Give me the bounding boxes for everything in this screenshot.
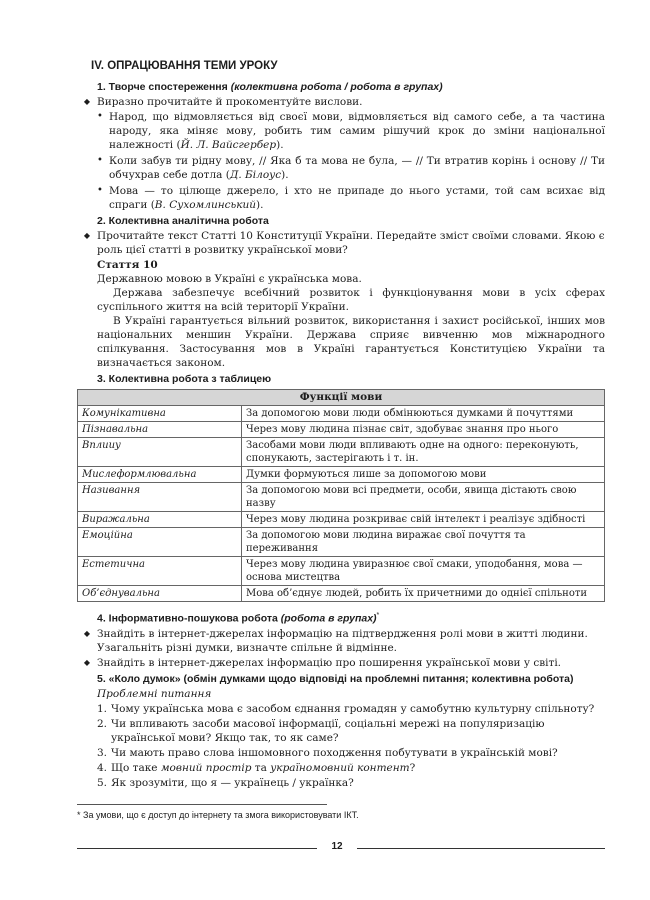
table-row [78,483,605,512]
problem-questions-label: Проблемні питання [97,687,212,700]
table-row [78,557,605,586]
s5-note: (обмін думками щодо відповіді на проблемні питання; колективна робота) [183,672,574,685]
table-header-row [78,390,605,406]
function-name: Називання [78,483,242,512]
s1-note: (колективна робота / робота в групах) [230,81,443,93]
functions-table [77,389,605,602]
s4-task [77,627,605,655]
function-name: Вплииу [78,438,242,467]
s1-task-text: Виразно прочитайте й прокоментуйте вислови. [97,96,363,108]
question-item: 4. Що таке мовний простір та україномовний контент? [97,761,416,774]
diamond-icon: ◆ [83,628,91,638]
function-name: Виражальна [78,512,242,528]
s3-title: 3. Колективна робота з таблицею [97,373,272,385]
table-row [78,467,605,483]
function-desc: За допомогою мови люди обмінюються думками й почуттями [242,406,605,422]
table-row [78,512,605,528]
footnote-divider [77,804,327,805]
function-name: Естетична [78,557,242,586]
article-paragraph: В Україні гарантується вільний розвиток, використання і захист російської, інших мов національних меншин України. Держава сприяє вивченню мов міжнародного спілкування. Застосування мов в Україні гарантується Конституцією України та визначається законом. [97,315,605,369]
s4-task-text: Знайдіть в інтернет-джерелах інформацію про поширення української мови у світі. [97,656,562,669]
diamond-icon: ◆ [83,97,91,106]
question-item: 1. Чому українська мова є засобом єднання громадян у самобутню культурну спільноту? [97,702,595,715]
question-item: 2. Чи впливають засоби масової інформації, соціальні мережі на популяризацію української мови? Якщо так, то як саме? [97,717,545,744]
function-name: Комунікативна [78,406,242,422]
page-rule-right [357,848,605,849]
s5-heading [97,673,605,685]
bullet-icon: • [97,185,103,196]
table-row [78,406,605,422]
function-name: Об’єднувальна [78,586,242,602]
function-name: Емоційна [78,528,242,557]
s5-title: 5. «Коло думок» [97,672,181,685]
s4-task-text: Знайдіть в інтернет-джерелах інформацію на підтвердження ролі мови в житті людини. Узагальніть різні думки, визначте спільне й відмінне. [97,627,588,654]
function-desc: Мова об’єднує людей, робить їх причетними до однієї спільноти [242,586,605,602]
s4-note: (робота в групах) [280,612,377,625]
table-row [78,586,605,602]
diamond-icon: ◆ [83,231,91,240]
quote-item [97,110,605,152]
s1-task [77,95,605,109]
function-desc: Через мову людина пізнає світ, здобуває знання про нього [242,422,605,438]
s2-task-text: Прочитайте текст Статті 10 Конституції України. Передайте зміст своїми словами. Якою є роль цієї статті в розвитку української мови? [97,230,605,256]
function-name: Пізнавальна [78,422,242,438]
footnote: * За умови, що є доступ до інтернету та змога використовувати ІКТ. [77,810,359,820]
bullet-icon: • [97,111,103,122]
article-paragraph: Державною мовою в Україні є українська мова. [97,273,362,285]
table-header: Функції мови [78,390,605,406]
s2-task [77,229,605,257]
s4-task [77,656,605,670]
question-item: 5. Як зрозуміти, що я — українець / українка? [97,776,354,789]
article-title: Стаття 10 [97,259,158,271]
function-name: Мислеформлювальна [78,467,242,483]
s1-title: 1. Творче спостереження [97,81,228,93]
s1-heading [97,81,605,93]
function-desc: Через мову людина розкриває свій інтелект і реалізує здібності [242,512,605,528]
s4-heading [97,612,605,625]
footnote-mark: * [376,612,380,619]
s4-title: 4. Інформативно-пошукова робота [97,612,278,625]
quote-text: Коли забув ти рідну мову, // Яка б та мова не була, — // Ти втратив корінь і основу // Ти обчухрав себе дотла (Д. Білоус). [109,155,605,181]
table-row [78,438,605,467]
function-desc: За допомогою мови всі предмети, особи, явища дістають свою назву [242,483,605,512]
quote-text: Мова — то цілюще джерело, і хто не припаде до нього устами, той сам всихає від спраги (В. Сухомлинський). [109,185,605,211]
article-paragraph: Держава забезпечує всебічний розвиток і функціонування мови в усіх сферах суспільного життя на всій території України. [97,287,605,313]
s2-title: 2. Колективна аналітична робота [97,215,269,227]
section-title: IV. ОПРАЦЮВАННЯ ТЕМИ УРОКУ [91,60,278,72]
page-content [77,60,605,791]
quote-text: Народ, що відмовляється від своєї мови, відмовляється від самого себе, а та частина народу, яка міняє мову, робить тим самим рішучий крок до зміни національної належності (Й. Л. Вайсгербер). [109,111,605,151]
function-desc: Через мову людина увиразнює свої смаки, уподобання, мова — основа мистецтва [242,557,605,586]
quote-item [97,154,605,182]
quote-item [97,184,605,212]
page-rule-left [77,848,317,849]
page-number: 12 [331,841,343,852]
function-desc: За допомогою мови людина виражає свої почуття та переживання [242,528,605,557]
function-desc: Засобами мови люди впливають одне на одного: переконують, спонукають, застерігають і т. ін. [242,438,605,467]
table-row [78,528,605,557]
question-item: 3. Чи мають право слова іншомовного походження побутувати в українській мові? [97,746,558,759]
diamond-icon: ◆ [83,657,91,667]
bullet-icon: • [97,155,103,166]
function-desc: Думки формуються лише за допомогою мови [242,467,605,483]
table-row [78,422,605,438]
